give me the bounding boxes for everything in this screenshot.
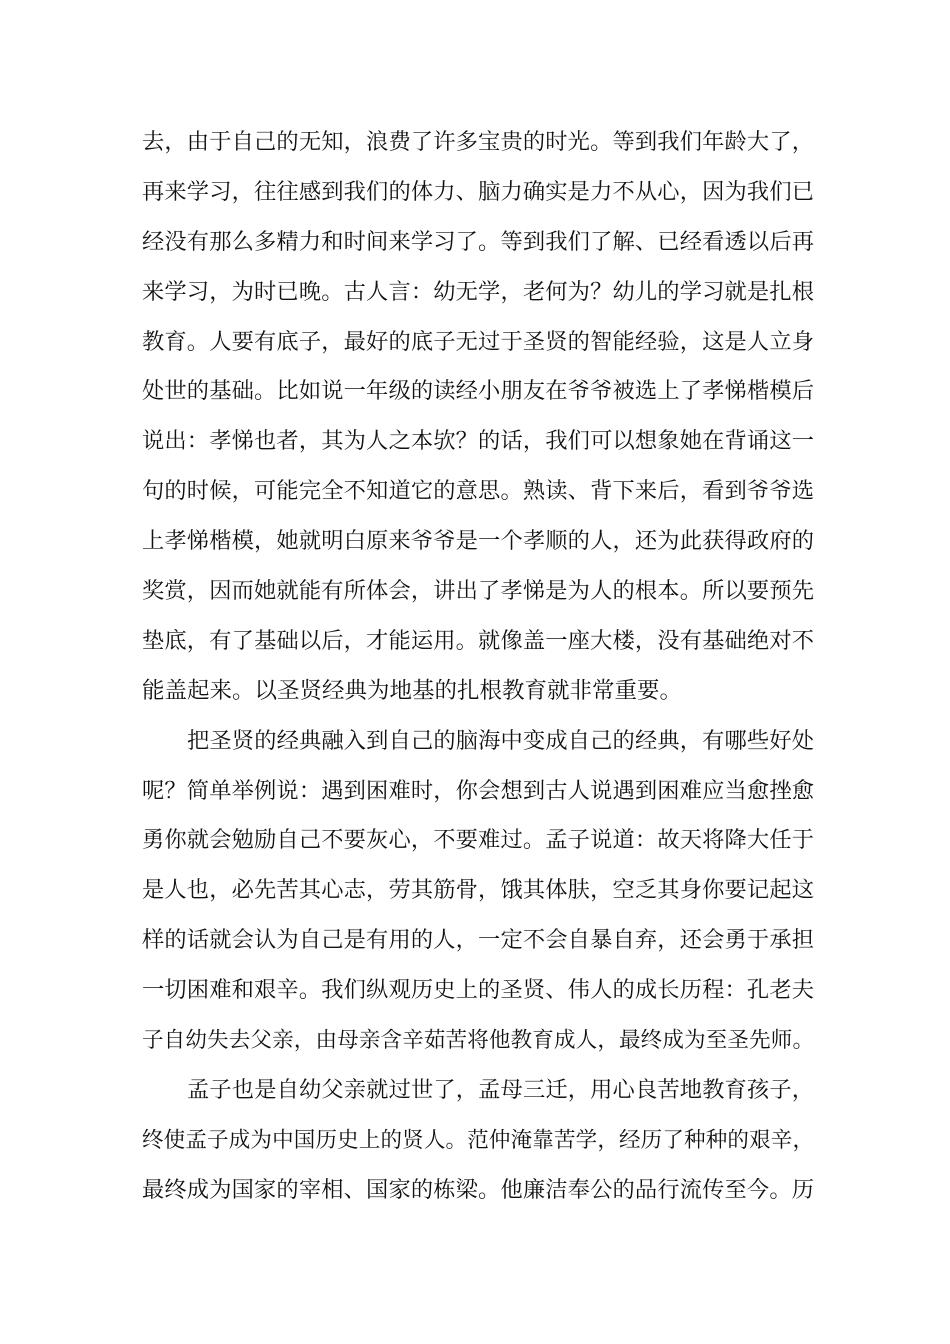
text-line: 把圣贤的经典融入到自己的脑海中变成自己的经典，有哪些好处 bbox=[187, 727, 814, 754]
text-line: 是人也，必先苦其心志，劳其筋骨，饿其体肤，空乏其身你要记起这 bbox=[142, 877, 814, 904]
text-line: 经没有那么多精力和时间来学习了。等到我们了解、已经看透以后再 bbox=[142, 228, 814, 255]
text-line: 子自幼失去父亲，由母亲含辛茹苦将他教育成人，最终成为至圣先师。 bbox=[142, 1028, 814, 1054]
text-line: 句的时候，可能完全不知道它的意思。熟读、背下来后，看到爷爷选 bbox=[142, 478, 814, 505]
text-line: 孟子也是自幼父亲就过世了，孟母三迁，用心良苦地教育孩子， bbox=[187, 1076, 814, 1103]
text-line: 来学习，为时已晚。古人言：幼无学，老何为？幼儿的学习就是扎根 bbox=[142, 278, 814, 305]
text-line: 样的话就会认为自己是有用的人，一定不会自暴自弃，还会勇于承担 bbox=[142, 927, 814, 954]
text-line: 上孝悌楷模，她就明白原来爷爷是一个孝顺的人，还为此获得政府的 bbox=[142, 528, 814, 555]
text-line: 奖赏，因而她就能有所体会，讲出了孝悌是为人的根本。所以要预先 bbox=[142, 578, 814, 605]
text-line: 垫底，有了基础以后，才能运用。就像盖一座大楼，没有基础绝对不 bbox=[142, 627, 814, 654]
text-line: 一切困难和艰辛。我们纵观历史上的圣贤、伟人的成长历程：孔老夫 bbox=[142, 977, 814, 1004]
text-line: 教育。人要有底子，最好的底子无过于圣贤的智能经验，这是人立身 bbox=[142, 328, 814, 355]
text-line: 再来学习，往往感到我们的体力、脑力确实是力不从心，因为我们已 bbox=[142, 178, 814, 205]
text-line: 勇你就会勉励自己不要灰心，不要难过。孟子说道：故天将降大任于 bbox=[142, 827, 814, 854]
text-line: 终使孟子成为中国历史上的贤人。范仲淹靠苦学，经历了种种的艰辛， bbox=[142, 1127, 814, 1153]
text-line: 处世的基础。比如说一年级的读经小朋友在爷爷被选上了孝悌楷模后 bbox=[142, 378, 814, 405]
body-text bbox=[142, 118, 814, 1216]
text-line: 说出：孝悌也者，其为人之本欤？的话，我们可以想象她在背诵这一 bbox=[142, 428, 814, 455]
text-line: 最终成为国家的宰相、国家的栋梁。他廉洁奉公的品行流传至今。历 bbox=[142, 1176, 814, 1203]
text-line: 呢？简单举例说：遇到困难时，你会想到古人说遇到困难应当愈挫愈 bbox=[142, 777, 814, 804]
text-line: 去，由于自己的无知，浪费了许多宝贵的时光。等到我们年龄大了， bbox=[142, 129, 814, 155]
text-line: 能盖起来。以圣贤经典为地基的扎根教育就非常重要。 bbox=[142, 677, 683, 704]
